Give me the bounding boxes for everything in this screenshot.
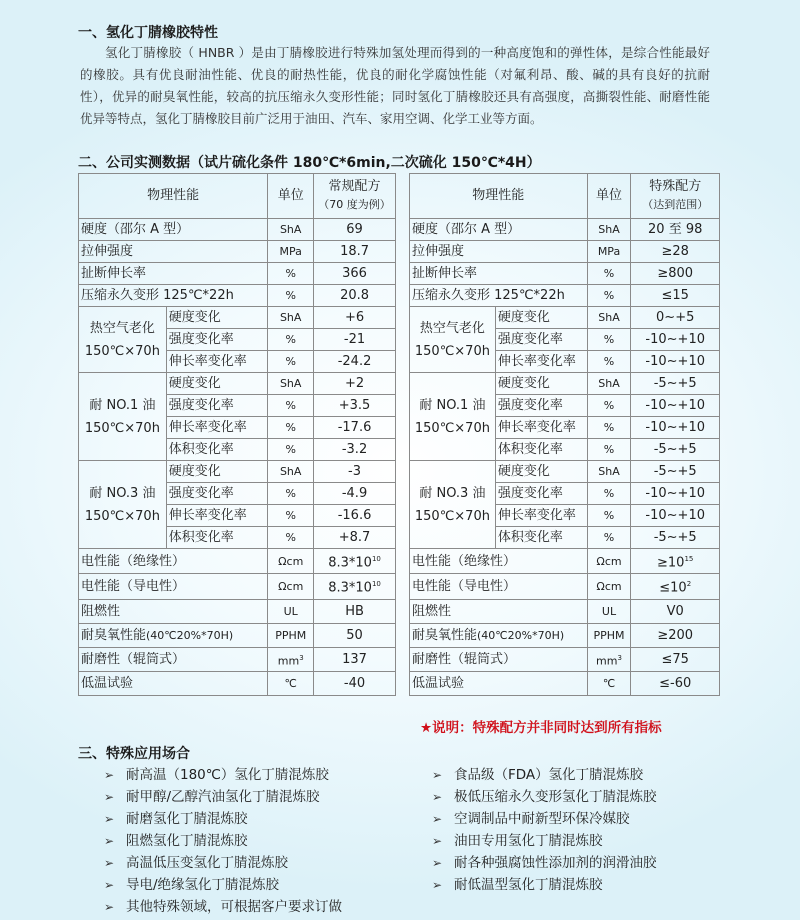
list-item: [104, 764, 342, 786]
header-formula: 常规配方 （70 度为例）: [314, 174, 396, 219]
list-item: [432, 852, 657, 874]
unit-cell: %: [587, 417, 631, 439]
property-name: 压缩永久变形 125℃*22h: [410, 285, 588, 307]
list-item-text: 耐磨氢化丁腈混炼胶: [126, 811, 248, 827]
table-row: [79, 574, 396, 599]
value-cell: ≥200: [631, 623, 720, 647]
property-name: 低温试验: [79, 672, 268, 696]
property-name: 强度变化率: [495, 329, 587, 351]
property-name: 体积变化率: [495, 527, 587, 549]
table-row: [79, 461, 396, 483]
unit-cell: ShA: [587, 307, 631, 329]
property-name: 体积变化率: [495, 439, 587, 461]
test-condition: 耐 NO.1 油 150℃×70h: [410, 373, 496, 461]
list-item: [432, 764, 657, 786]
value-cell: +8.7: [314, 527, 396, 549]
list-item: [104, 786, 342, 808]
value-cell: 0~+5: [631, 307, 720, 329]
special-formula-note: ★说明：特殊配方并非同时达到所有指标: [420, 720, 662, 736]
unit-cell: %: [587, 395, 631, 417]
value-cell: 69: [314, 219, 396, 241]
value-cell: +6: [314, 307, 396, 329]
value-cell: -21: [314, 329, 396, 351]
property-name: 硬度变化: [495, 307, 587, 329]
list-item-text: 其他特殊领域，可根据客户要求订做: [126, 899, 342, 915]
property-name: 耐磨性（辊筒式）: [79, 647, 268, 672]
table-row: [79, 599, 396, 623]
unit-cell: Ωcm: [587, 574, 631, 599]
list-item-text: 耐低温型氢化丁腈混炼胶: [454, 877, 603, 893]
unit-cell: ℃: [587, 672, 631, 696]
table-row: [79, 263, 396, 285]
property-name: 伸长率变化率: [166, 417, 268, 439]
table-row: [410, 219, 720, 241]
value-cell: -10~+10: [631, 505, 720, 527]
value-cell: ≤75: [631, 647, 720, 672]
unit-cell: %: [268, 351, 314, 373]
value-cell: -4.9: [314, 483, 396, 505]
property-name: 电性能（导电性）: [79, 574, 268, 599]
list-item-text: 极低压缩永久变形氢化丁腈混炼胶: [454, 789, 657, 805]
unit-cell: %: [587, 505, 631, 527]
value-cell: ≤-60: [631, 672, 720, 696]
unit-cell: $mm^3$: [587, 647, 631, 672]
property-name: 扯断伸长率: [79, 263, 268, 285]
property-name: 伸长率变化率: [495, 417, 587, 439]
value-cell: 20.8: [314, 285, 396, 307]
property-name: 硬度变化: [166, 461, 268, 483]
property-name: 耐臭氧性能(40℃20%*70H): [79, 623, 268, 647]
property-name: 低温试验: [410, 672, 588, 696]
property-name: 伸长率变化率: [495, 505, 587, 527]
header-unit: 单位: [587, 174, 631, 219]
property-name: 电性能（绝缘性）: [410, 549, 588, 574]
value-cell: HB: [314, 599, 396, 623]
property-name: 阻燃性: [79, 599, 268, 623]
test-condition: 耐 NO.3 油 150℃×70h: [79, 461, 167, 549]
list-item-text: 空调制品中耐新型环保冷媒胶: [454, 811, 630, 827]
table-row: [79, 219, 396, 241]
header-property: 物理性能: [410, 174, 588, 219]
property-name: 压缩永久变形 125℃*22h: [79, 285, 268, 307]
table-row: [410, 574, 720, 599]
property-name: 硬度变化: [166, 307, 268, 329]
arrow-bullet-icon: ➢: [432, 856, 443, 870]
section1-title: 一、氢化丁腈橡胶特性: [78, 25, 218, 41]
unit-cell: %: [268, 395, 314, 417]
unit-cell: %: [587, 285, 631, 307]
list-item-text: 导电/绝缘氢化丁腈混炼胶: [126, 877, 280, 893]
table-row: [79, 672, 396, 696]
property-name: 硬度（邵尔 A 型）: [410, 219, 588, 241]
unit-cell: MPa: [587, 241, 631, 263]
property-name: 强度变化率: [166, 395, 268, 417]
list-item-text: 油田专用氢化丁腈混炼胶: [454, 833, 603, 849]
table-row: [410, 599, 720, 623]
arrow-bullet-icon: ➢: [104, 812, 115, 826]
list-item: [104, 808, 342, 830]
value-cell: -5~+5: [631, 461, 720, 483]
table-row: [79, 373, 396, 395]
value-cell: -17.6: [314, 417, 396, 439]
arrow-bullet-icon: ➢: [104, 768, 115, 782]
value-cell: -10~+10: [631, 395, 720, 417]
unit-cell: $mm^3$: [268, 647, 314, 672]
test-condition: 热空气老化 150℃×70h: [79, 307, 167, 373]
unit-cell: PPHM: [268, 623, 314, 647]
unit-cell: %: [268, 417, 314, 439]
table-row: [410, 623, 720, 647]
property-name: 硬度变化: [495, 461, 587, 483]
value-cell: ≥28: [631, 241, 720, 263]
unit-cell: %: [268, 329, 314, 351]
unit-cell: Ωcm: [587, 549, 631, 574]
test-condition: 热空气老化 150℃×70h: [410, 307, 496, 373]
list-item-text: 耐各种强腐蚀性添加剂的润滑油胶: [454, 855, 657, 871]
table-row: [410, 461, 720, 483]
unit-cell: ShA: [268, 307, 314, 329]
table-row: [79, 647, 396, 672]
section2-title: 二、公司实测数据（试片硫化条件 180℃*6min,二次硫化 150℃*4H）: [78, 155, 541, 171]
property-name: 体积变化率: [166, 527, 268, 549]
property-name: 耐臭氧性能(40℃20%*70H): [410, 623, 588, 647]
value-cell: -5~+5: [631, 373, 720, 395]
unit-cell: PPHM: [587, 623, 631, 647]
value-cell: -24.2: [314, 351, 396, 373]
applications-list-left: [104, 764, 342, 918]
test-condition: 耐 NO.1 油 150℃×70h: [79, 373, 167, 461]
list-item-text: 食品级（FDA）氢化丁腈混炼胶: [454, 767, 644, 783]
value-cell: -3.2: [314, 439, 396, 461]
value-cell: -5~+5: [631, 527, 720, 549]
list-item: [104, 874, 342, 896]
property-name: 扯断伸长率: [410, 263, 588, 285]
list-item: [432, 808, 657, 830]
unit-cell: MPa: [268, 241, 314, 263]
list-item-text: 高温低压变氢化丁腈混炼胶: [126, 855, 288, 871]
unit-cell: ShA: [587, 461, 631, 483]
property-name: 拉伸强度: [79, 241, 268, 263]
header-unit: 单位: [268, 174, 314, 219]
unit-cell: %: [587, 483, 631, 505]
arrow-bullet-icon: ➢: [104, 878, 115, 892]
unit-cell: Ωcm: [268, 549, 314, 574]
value-cell: -3: [314, 461, 396, 483]
value-cell: -16.6: [314, 505, 396, 527]
value-cell: $\le 10^2$: [631, 574, 720, 599]
right-table-body: [410, 219, 720, 696]
value-cell: -40: [314, 672, 396, 696]
unit-cell: ℃: [268, 672, 314, 696]
value-cell: -10~+10: [631, 417, 720, 439]
table-row: [410, 373, 720, 395]
list-item: [104, 852, 342, 874]
value-cell: 50: [314, 623, 396, 647]
unit-cell: ShA: [268, 373, 314, 395]
value-cell: V0: [631, 599, 720, 623]
table-row: [410, 307, 720, 329]
value-cell: 137: [314, 647, 396, 672]
value-cell: $8.3*10^{10}$: [314, 549, 396, 574]
value-cell: -10~+10: [631, 329, 720, 351]
unit-cell: ShA: [587, 219, 631, 241]
header-property: 物理性能: [79, 174, 268, 219]
unit-cell: UL: [587, 599, 631, 623]
arrow-bullet-icon: ➢: [104, 900, 115, 914]
arrow-bullet-icon: ➢: [432, 878, 443, 892]
list-item: [432, 830, 657, 852]
list-item-text: 耐甲醇/乙醇汽油氢化丁腈混炼胶: [126, 789, 320, 805]
table-row: [410, 285, 720, 307]
unit-cell: Ωcm: [268, 574, 314, 599]
table-row: [410, 672, 720, 696]
table-row: [79, 623, 396, 647]
table-row: [79, 549, 396, 574]
unit-cell: %: [587, 527, 631, 549]
table-row: [79, 241, 396, 263]
property-name: 强度变化率: [495, 395, 587, 417]
applications-list-right: [432, 764, 657, 896]
table-row: [79, 285, 396, 307]
value-cell: 18.7: [314, 241, 396, 263]
property-name: 体积变化率: [166, 439, 268, 461]
unit-cell: %: [268, 263, 314, 285]
unit-cell: %: [587, 439, 631, 461]
unit-cell: %: [268, 439, 314, 461]
list-item-text: 耐高温（180℃）氢化丁腈混炼胶: [126, 767, 329, 783]
list-item: [432, 786, 657, 808]
unit-cell: ShA: [268, 219, 314, 241]
list-item-text: 阻燃氢化丁腈混炼胶: [126, 833, 248, 849]
value-cell: ≥800: [631, 263, 720, 285]
arrow-bullet-icon: ➢: [432, 834, 443, 848]
value-cell: ≤15: [631, 285, 720, 307]
unit-cell: UL: [268, 599, 314, 623]
value-cell: -10~+10: [631, 351, 720, 373]
property-name: 硬度变化: [166, 373, 268, 395]
value-cell: 366: [314, 263, 396, 285]
value-cell: 20 至 98: [631, 219, 720, 241]
unit-cell: ShA: [587, 373, 631, 395]
table-row: [410, 241, 720, 263]
value-cell: +2: [314, 373, 396, 395]
arrow-bullet-icon: ➢: [104, 790, 115, 804]
property-name: 硬度（邵尔 A 型）: [79, 219, 268, 241]
table-row: [410, 549, 720, 574]
table-row: [79, 307, 396, 329]
right-data-table: [409, 173, 720, 696]
value-cell: +3.5: [314, 395, 396, 417]
value-cell: -10~+10: [631, 483, 720, 505]
intro-paragraph: 氢化丁腈橡胶（ HNBR ）是由丁腈橡胶进行特殊加氢处理而得到的一种高度饱和的弹性体，是综合性能最好的橡胶。具有优良耐油性能、优良的耐热性能，优良的耐化学腐蚀性能（对氟利昂、酸、碱的具有良好的抗耐性），优异的耐臭氧性能，较高的抗压缩永久变形性能；同时氢化丁腈橡胶还具有高强度，高撕裂性能、耐磨性能优异等特点，氢化丁腈橡胶目前广泛用于油田、汽车、家用空调、化学工业等方面。: [80, 45, 710, 126]
unit-cell: %: [587, 351, 631, 373]
list-item: [104, 830, 342, 852]
arrow-bullet-icon: ➢: [432, 812, 443, 826]
test-condition: 耐 NO.3 油 150℃×70h: [410, 461, 496, 549]
arrow-bullet-icon: ➢: [432, 790, 443, 804]
property-name: 伸长率变化率: [166, 505, 268, 527]
list-item: [432, 874, 657, 896]
unit-cell: %: [268, 483, 314, 505]
property-name: 强度变化率: [166, 483, 268, 505]
left-table-body: [79, 219, 396, 696]
property-name: 电性能（绝缘性）: [79, 549, 268, 574]
property-name: 伸长率变化率: [495, 351, 587, 373]
list-item: [104, 896, 342, 918]
property-name: 耐磨性（辊筒式）: [410, 647, 588, 672]
property-name: 强度变化率: [166, 329, 268, 351]
table-row: [410, 647, 720, 672]
property-name: 电性能（导电性）: [410, 574, 588, 599]
value-cell: $8.3*10^{10}$: [314, 574, 396, 599]
arrow-bullet-icon: ➢: [104, 834, 115, 848]
value-cell: $\ge 10^{15}$: [631, 549, 720, 574]
property-name: 阻燃性: [410, 599, 588, 623]
unit-cell: %: [268, 285, 314, 307]
table-row: [410, 263, 720, 285]
property-name: 强度变化率: [495, 483, 587, 505]
property-name: 硬度变化: [495, 373, 587, 395]
property-name: 伸长率变化率: [166, 351, 268, 373]
left-data-table: [78, 173, 396, 696]
header-formula: 特殊配方 （达到范围）: [631, 174, 720, 219]
property-name: 拉伸强度: [410, 241, 588, 263]
arrow-bullet-icon: ➢: [432, 768, 443, 782]
unit-cell: %: [587, 263, 631, 285]
value-cell: -5~+5: [631, 439, 720, 461]
unit-cell: ShA: [268, 461, 314, 483]
unit-cell: %: [587, 329, 631, 351]
arrow-bullet-icon: ➢: [104, 856, 115, 870]
unit-cell: %: [268, 505, 314, 527]
section3-title: 三、特殊应用场合: [78, 746, 190, 762]
unit-cell: %: [268, 527, 314, 549]
